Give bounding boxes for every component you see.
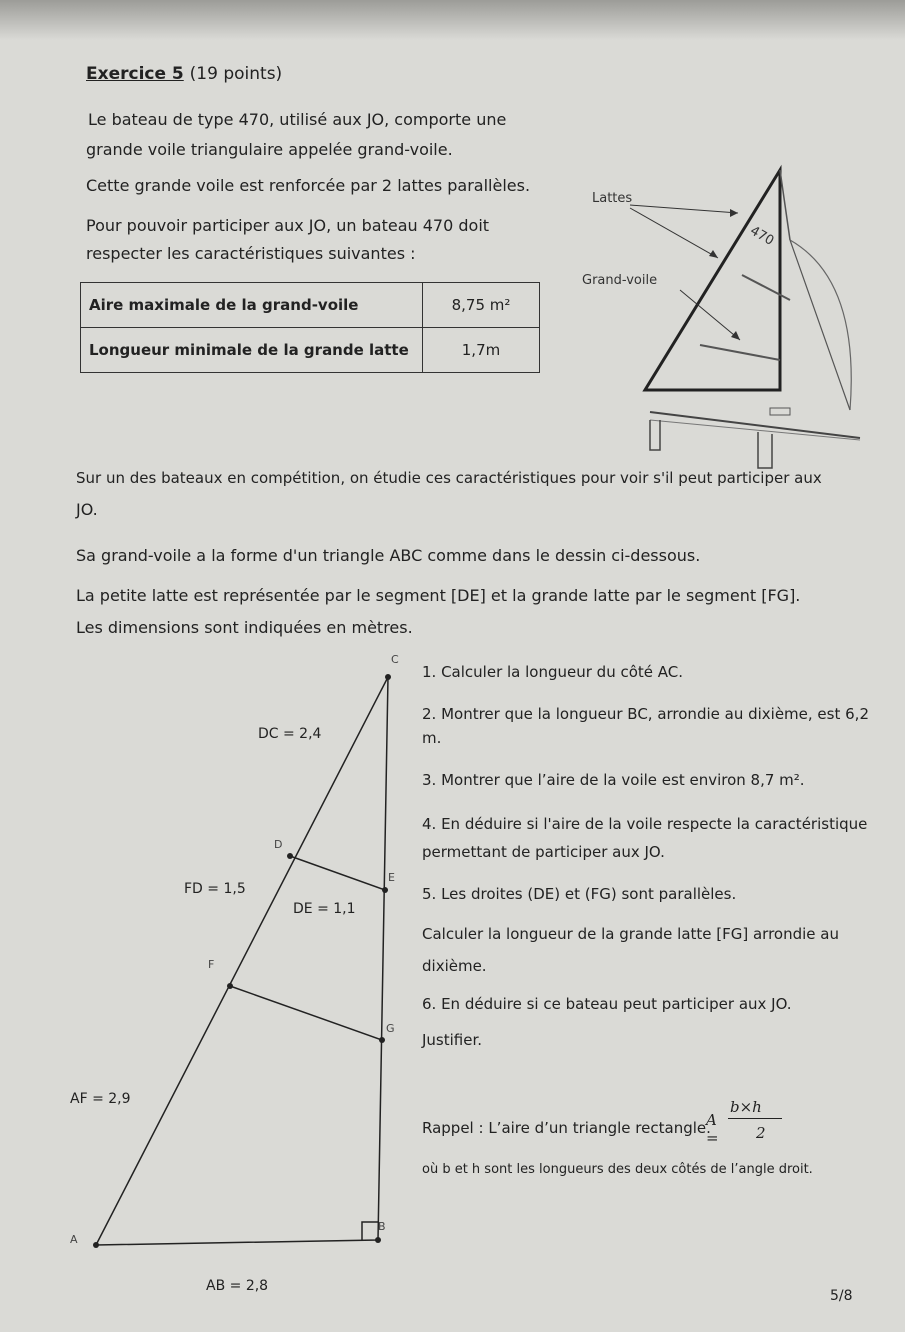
question-6-cont: Justifier.	[422, 1031, 483, 1049]
requirement-value: 1,7m	[423, 328, 540, 373]
label-fd: FD = 1,5	[184, 881, 246, 897]
label-b: B	[378, 1220, 386, 1233]
intro-line-1: Le bateau de type 470, utilisé aux JO, comporte une	[88, 110, 507, 129]
point-b	[375, 1237, 381, 1243]
label-ab: AB = 2,8	[206, 1278, 269, 1294]
page-number: 5/8	[830, 1288, 853, 1304]
intro-line-4: Pour pouvoir participer aux JO, un bateau 470 doit	[86, 216, 490, 235]
label-f: F	[208, 958, 215, 971]
question-1: 1. Calculer la longueur du côté AC.	[422, 663, 684, 681]
body-line-5: Les dimensions sont indiquées en mètres.	[76, 618, 413, 637]
question-2: 2. Montrer que la longueur BC, arrondie au dixième, est 6,2	[422, 705, 869, 723]
body-line-2: JO.	[76, 500, 98, 519]
body-line-4: La petite latte est représentée par le segment [DE] et la grande latte par le segment [FG].	[76, 586, 801, 605]
question-2-cont: m.	[422, 729, 442, 747]
label-dc: DC = 2,4	[258, 726, 322, 742]
requirement-value: 8,75 m²	[423, 283, 540, 328]
formula-numerator: b×h	[730, 1098, 762, 1116]
question-4: 4. En déduire si l'aire de la voile respecte la caractéristique	[422, 815, 868, 833]
rappel-text: Rappel : L’aire d’un triangle rectangle.	[422, 1119, 711, 1137]
label-af: AF = 2,9	[70, 1091, 131, 1107]
question-5-cont: Calculer la longueur de la grande latte [FG] arrondie au	[422, 925, 839, 943]
point-d	[287, 853, 293, 859]
formula-lhs: A =	[706, 1111, 719, 1147]
point-e	[382, 887, 388, 893]
formula-denominator: 2	[756, 1124, 766, 1142]
point-g	[379, 1037, 385, 1043]
question-5: 5. Les droites (DE) et (FG) sont parallèles.	[422, 885, 737, 903]
fraction-bar	[728, 1118, 782, 1119]
intro-line-3: Cette grande voile est renforcée par 2 lattes parallèles.	[86, 176, 531, 195]
point-c	[385, 674, 391, 680]
segment-fg	[230, 986, 382, 1040]
question-6: 6. En déduire si ce bateau peut participer aux JO.	[422, 995, 792, 1013]
body-line-3: Sa grand-voile a la forme d'un triangle ABC comme dans le dessin ci-dessous.	[76, 546, 701, 565]
sail-number: 470	[747, 223, 777, 249]
point-f	[227, 983, 233, 989]
requirement-label: Longueur minimale de la grande latte	[81, 328, 423, 373]
label-g: G	[386, 1022, 395, 1035]
question-4-cont: permettant de participer aux JO.	[422, 843, 665, 861]
question-3: 3. Montrer que l’aire de la voile est environ 8,7 m².	[422, 771, 805, 789]
point-a	[93, 1242, 99, 1248]
label-d: D	[274, 838, 283, 851]
exercise-title: Exercice 5 (19 points)	[86, 64, 283, 84]
label-e: E	[388, 871, 395, 884]
label-a: A	[70, 1233, 78, 1246]
question-5-cont2: dixième.	[422, 957, 487, 975]
grandvoile-label: Grand-voile	[582, 273, 658, 288]
rappel-note: où b et h sont les longueurs des deux côtés de l’angle droit.	[422, 1162, 813, 1177]
body-line-1: Sur un des bateaux en compétition, on étudie ces caractéristiques pour voir s'il peut participer aux	[76, 469, 822, 487]
requirement-label: Aire maximale de la grand-voile	[81, 283, 423, 328]
label-c: C	[391, 653, 399, 666]
label-de: DE = 1,1	[293, 901, 356, 917]
intro-line-2: grande voile triangulaire appelée grand-voile.	[86, 140, 453, 159]
triangle-abc	[96, 677, 388, 1245]
segment-de	[290, 856, 385, 890]
right-angle-marker	[362, 1222, 378, 1240]
intro-line-5: respecter les caractéristiques suivantes :	[86, 244, 416, 263]
lattes-label: Lattes	[592, 191, 633, 206]
